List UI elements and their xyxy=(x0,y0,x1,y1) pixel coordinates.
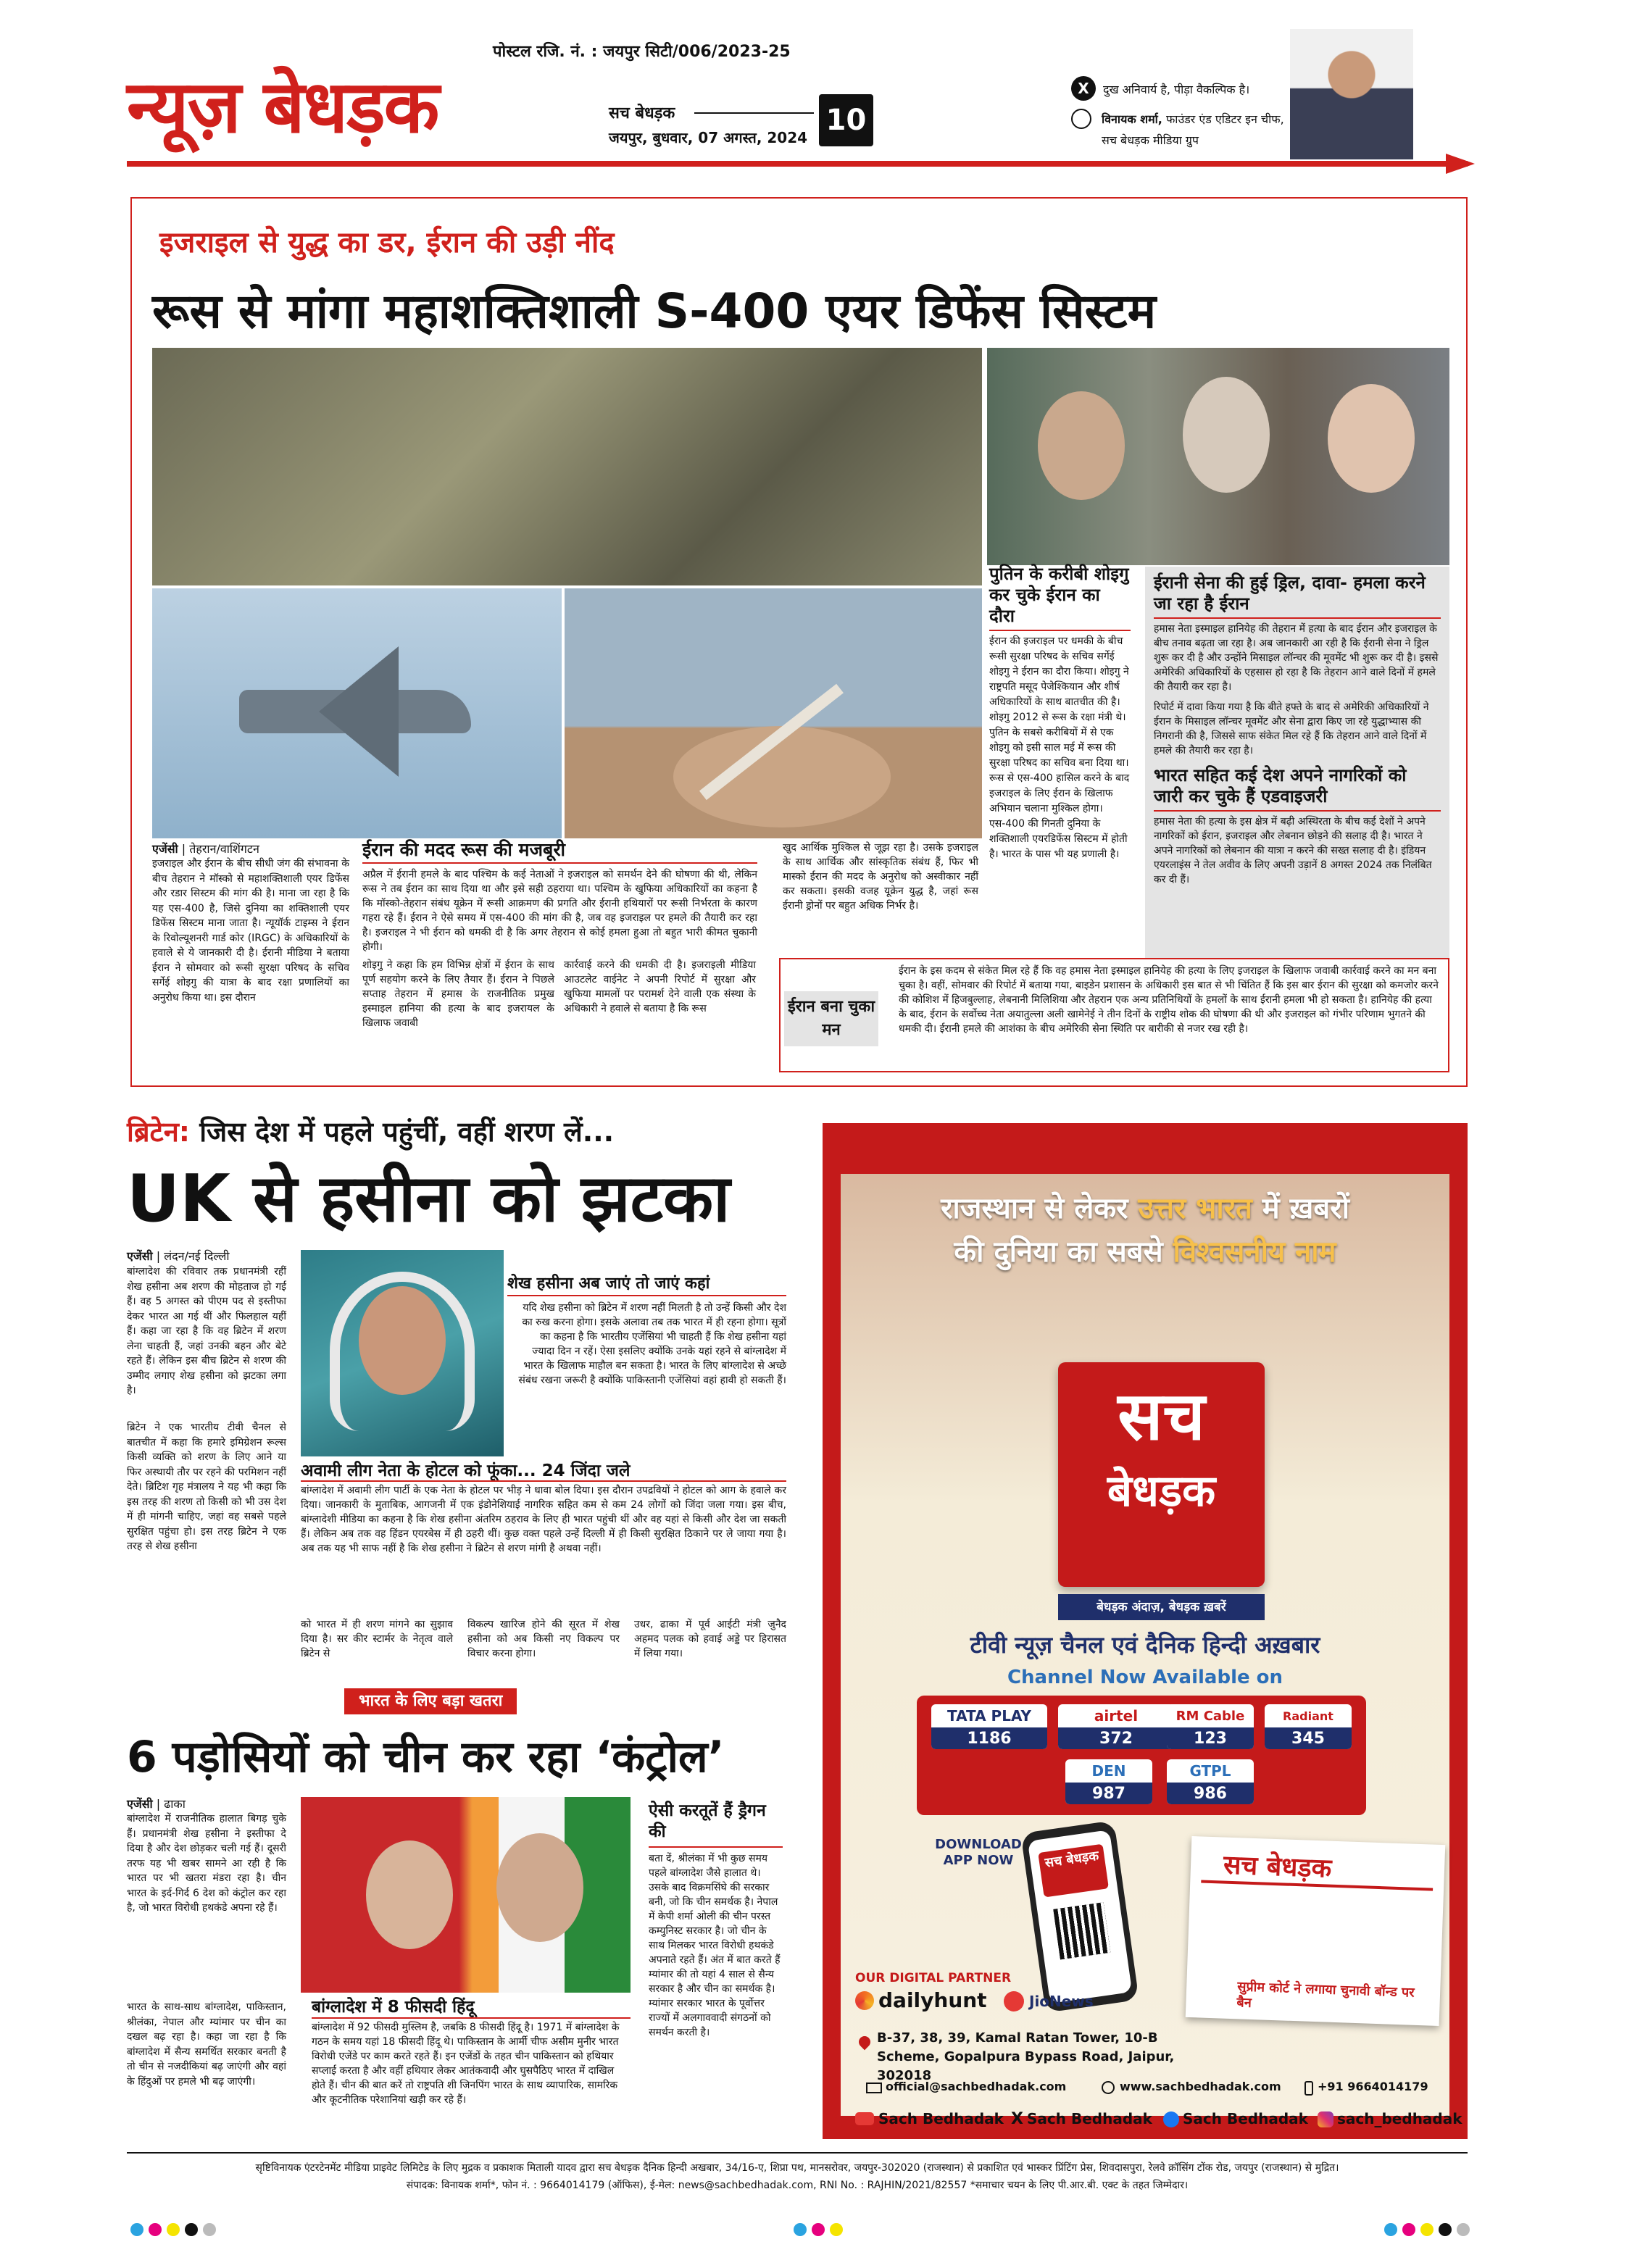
channel-tile-airtel xyxy=(1058,1704,1174,1749)
china-place: ढाका xyxy=(164,1797,186,1811)
putin-box-heading: पुतिन के करीबी शोइगु कर चुके ईरान का दौरा xyxy=(989,564,1129,626)
drill-box xyxy=(1145,567,1449,958)
uk-headline: UK से हसीना को झटका xyxy=(127,1161,731,1237)
ad-brand-logo xyxy=(1058,1362,1265,1587)
ad-logo-bottom: बेधड़क xyxy=(1107,1466,1216,1517)
editor-org: सच बेधड़क मीडिया ग्रुप xyxy=(1102,133,1199,147)
iran-place: तेहरान/वाशिंगटन xyxy=(189,842,259,856)
uk-col4: उधर, ढाका में पूर्व आईटी मंत्री जुनैद अहमद पलक को हवाई अड्डे पर हिरासत में लिया गया। xyxy=(634,1619,786,1659)
advisory-rule xyxy=(1154,810,1441,812)
dailyhunt-icon xyxy=(855,1991,874,2010)
hotel-rule xyxy=(301,1480,786,1482)
channel-tile-gtpl xyxy=(1167,1759,1254,1804)
dragon-rule xyxy=(649,1846,783,1848)
x-icon: X xyxy=(1011,2110,1023,2128)
channel-name: RM Cable xyxy=(1175,1708,1245,1724)
ad-address: B-37, 38, 39, Kamal Ratan Tower, 10-B Scheme, Gopalpura Bypass Road, Jaipur, 302018 xyxy=(877,2030,1175,2083)
channel-tile-den xyxy=(1065,1759,1152,1804)
channel-number: 123 xyxy=(1167,1727,1254,1749)
issue-date: जयपुर, बुधवार, 07 अगस्त, 2024 xyxy=(609,129,808,146)
russia-help-col-3: खुद आर्थिक मुश्किल से जूझ रहा है। उसके इजराइल के साथ आर्थिक और सांस्कृतिक संबंध हैं, फिर भी मास्को ईरान की मदद के अनुरोध को अस्वीकार नहीं कर सकता। इसकी वजह यूक्रेन युद्ध है, जहां रूस ईरानी ड्रोनों पर बहुत अधिक निर्भर है। xyxy=(783,842,978,912)
channel-tile-radiant xyxy=(1265,1704,1352,1749)
channel-number: 986 xyxy=(1167,1783,1254,1804)
partner-label: OUR DIGITAL PARTNER xyxy=(855,1971,1012,1985)
channel-number: 372 xyxy=(1058,1727,1174,1749)
email-icon xyxy=(866,2083,882,2093)
channel-number: 1186 xyxy=(931,1727,1047,1749)
qr-code-icon xyxy=(1053,1902,1110,1959)
ad-social-facebook: Sach Bedhadak xyxy=(1183,2110,1308,2127)
hasina-caption-rule xyxy=(507,1295,786,1296)
ad-social-youtube: Sach Bedhadak xyxy=(878,2110,1004,2127)
pen-nib-icon xyxy=(1446,154,1475,174)
uk-dateline-separator: | xyxy=(156,1249,165,1263)
newspaper-mockup-headline: सुप्रीम कोर्ट ने लगाया चुनावी बॉन्ड पर बैन xyxy=(1236,1979,1415,2011)
footer-imprint: सृष्टिविनायक एंटरटेनमेंट मीडिया प्राइवेट लिमिटेड के लिए मुद्रक व प्रकाशक मिताली यादव द्वारा सच बेधड़क दैनिक हिन्दी अखबार, 34/16-ए, शिप्रा पथ, मानसरोवर, जयपुर-302020 (राजस्थान) से प्रकाशित एवं भास्कर प्रिंटिंग प्रेस, शिवदासपुरा, रेलवे क्रॉसिंग टोंक रोड, जयपुर (राजस्थान) से मुद्रित। xyxy=(255,2162,1339,2174)
xi-modi-photo xyxy=(301,1797,631,1993)
channel-name: Radiant xyxy=(1283,1709,1333,1723)
iran-ready-body: ईरान के इस कदम से संकेत मिल रहे हैं कि वह हमास नेता इस्माइल हानियेह की हत्या के लिए इजराइल के खिलाफ जवाबी कार्रवाई करने का मन बना चुका है। वहीं, सोमवार की रिपोर्ट में बताया गया, बाइडेन प्रशासन के अधिकारी इस बात से भी चिंतित हैं कि इस बार ईरान की सुरक्षा को कमजोर करने की कोशिश में हिजबुल्लाह, लेबनानी मिलिशिया और तेहरान एक अन्य प्रतिनिधियों के हमलों के साथ ईरानी हमला भी हो सकता है। हानियेह की हत्या के बाद, ईरान के सर्वोच्च नेता अयातुल्ला अली खामेनेई ने तीन दिनों के राष्ट्रीय शोक की घोषणा की थी और इजराइल को गंभीर परिणाम भुगतने की धमकी दी। ईरानी हमले की आशंका के बीच अमेरिकी सेना स्थिति पर बारीकी से नजर रख रही है। xyxy=(899,965,1439,1035)
registration-dot xyxy=(1457,2223,1470,2236)
channel-name: GTPL xyxy=(1189,1762,1231,1780)
newspaper-mockup xyxy=(1186,1836,1446,2026)
china-headline: 6 पड़ोसियों को चीन कर रहा ‘कंट्रोल’ xyxy=(127,1732,725,1783)
dateline-separator: | xyxy=(181,842,190,856)
channel-name: airtel xyxy=(1094,1707,1139,1725)
uk-col1: बांग्लादेश की रविवार तक प्रधानमंत्री रहीं शेख हसीना अब शरण की मोहताज हो गई हैं। वह 5 अगस्त को पीएम पद से इस्तीफा देकर भारत आ गई थीं और फिलहाल यहीं हैं। कहा जा रहा है कि वह ब्रिटेन में शरण लेना चाहती हैं, जहां उनकी बहन और बेटे रहते हैं। लेकिन इस बीच ब्रिटेन से शरण की उम्मीद लगाए शेख हसीना को झटका लगा है। xyxy=(127,1266,286,1396)
putin-box-body: ईरान की इजराइल पर धमकी के बीच रूसी सुरक्षा परिषद के सचिव सर्गेई शोइगु ने ईरान का दौरा किया। शोइगु ने राष्ट्रपति मसूद पेजेश्कियान और शीर्ष अधिकारियों के साथ बातचीत की है। शोइगु 2012 से रूस के रक्षा मंत्री थे। पुतिन के सबसे करीबियों में से एक शोइगु को इसी साल मई में रूस की सुरक्षा परिषद का सचिव बना दिया था। रूस से एस-400 हासिल करने के बाद इजराइल के लिए ईरान के खिलाफ अभियान चलाना मुश्किल होगा। एस-400 की गिनती दुनिया के शक्तिशाली एयरडिफेंस सिस्टम में होती है। भारत के पास भी यह प्रणाली है। xyxy=(989,635,1130,860)
editor-name: विनायक शर्मा, xyxy=(1102,112,1162,126)
iran-agency: एजेंसी xyxy=(152,842,178,856)
uk-kicker-label: ब्रिटेन: xyxy=(127,1116,190,1148)
youtube-icon xyxy=(855,2112,874,2125)
soldiers-photo xyxy=(152,348,982,585)
newspaper-mockup-masthead: सच बेधड़क xyxy=(1223,1850,1333,1884)
iran-kicker: इजराइल से युद्ध का डर, ईरान की उड़ी नींद xyxy=(159,226,615,259)
hindu-caption: बांग्लादेश में 8 फीसदी हिंदू xyxy=(312,1998,475,2017)
missile-launch-photo xyxy=(565,588,982,838)
drill-rule xyxy=(1154,617,1441,619)
ad-download-text: DOWNLOAD APP NOW xyxy=(935,1837,1022,1868)
registration-dot xyxy=(812,2223,825,2236)
ad-subtitle: टीवी न्यूज़ चैनल एवं दैनिक हिन्दी अख़बार xyxy=(970,1631,1320,1659)
registration-dot xyxy=(130,2223,143,2236)
phone-app-logo: सच बेधड़क xyxy=(1038,1844,1109,1898)
ad-channel-title: Channel Now Available on xyxy=(1007,1667,1283,1688)
postal-registration: पोस्टल रजि. नं. : जयपुर सिटी/006/2023-25 xyxy=(493,43,791,61)
ad-logo-top: सच xyxy=(1118,1377,1205,1455)
ad-line1b: उत्तर भारत xyxy=(1138,1192,1252,1225)
newspaper-logo: न्यूज़ बेधड़क xyxy=(127,64,438,149)
iran-headline: रूस से मांगा महाशक्तिशाली S-400 एयर डिफेंस सिस्टम xyxy=(152,283,1157,339)
footer-editor: संपादक: विनायक शर्मा*, फोन नं. : 9664014179 (ऑफिस), ई-मेल: news@sachbedhadak.com, RNI No. : RAJHIN/2021/82557 *समाचार चयन के लिए पी.आर.बी. एक्ट के तहत जिम्मेदार। xyxy=(406,2180,1189,2191)
registration-dot xyxy=(1439,2223,1452,2236)
globe-icon xyxy=(1102,2081,1115,2094)
advisory-body: हमास नेता की हत्या के इस क्षेत्र में बढ़ी अस्थिरता के बीच कई देशों ने अपने नागरिकों को ईरान, इजराइल और लेबनान छोड़ने की सलाह दी है। भारत ने अपने नागरिकों को लेबनान की यात्रा न करने की सख्त सलाह दी है। इंडियन एयरलाइंस ने तेल अवीव के लिए अपनी उड़ानें 8 अगस्त 2024 तक निलंबित कर दी हैं। xyxy=(1154,816,1432,885)
uk-col3: विकल्प खारिज होने की सूरत में शेख हसीना को अब किसी नए विकल्प पर विचार करना होगा। xyxy=(467,1619,620,1659)
brand-rule xyxy=(694,112,814,114)
hotel-body: बांग्लादेश में अवामी लीग पार्टी के एक नेता के होटल पर भीड़ ने धावा बोल दिया। इस दौरान उपद्रवियों ने होटल को आग के हवाले कर दिया। जानकारी के मुताबिक, आगजनी में एक इंडोनेशियाई नागरिक सहित कम से कम 24 लोगों को जिंदा जला गया। इस बीच, बांग्लादेशी मीडिया का कहना है कि शेख हसीना अंतरिम ठहराव के लिए ही भारत पहुंची थीं और वह यहां से किसी और देश जा सकती हैं। लेकिन अब तक वह हिंडन एयरबेस में ही ठहरी थीं। कुछ वक्त पहले उन्हें दिल्ली में ही किसी सुरक्षित ठिकाने पर ले जाया गया है। अब तक यह भी साफ नहीं है कि शेख हसीना ने ब्रिटेन से शरण मांगी है अथवा नहीं। xyxy=(301,1485,786,1554)
jionews-icon xyxy=(1004,1991,1024,2011)
page-number: 10 xyxy=(819,94,873,146)
ad-logo-tagline: बेधड़क अंदाज़, बेधड़क ख़बरें xyxy=(1058,1594,1265,1620)
phone-icon xyxy=(1304,2081,1313,2096)
china-tag: भारत के लिए बड़ा खतरा xyxy=(344,1688,517,1714)
registration-dot xyxy=(1402,2223,1415,2236)
instagram-icon xyxy=(1318,2111,1333,2127)
china-dateline-separator: | xyxy=(156,1797,165,1811)
x-social-icon: X xyxy=(1071,76,1096,101)
hasina-caption: शेख हसीना अब जाएं तो जाएं कहां xyxy=(507,1275,710,1293)
registration-dot xyxy=(149,2223,162,2236)
hasina-photo xyxy=(301,1250,504,1456)
uk-kicker-text: जिस देश में पहले पहुंचीं, वहीं शरण लें... xyxy=(199,1116,615,1148)
editor-quote: दुख अनिवार्य है, पीड़ा वैकल्पिक है। xyxy=(1103,83,1250,96)
ad-line1c: में ख़बरों xyxy=(1252,1192,1349,1225)
editor-photo xyxy=(1290,29,1413,159)
channel-number: 987 xyxy=(1065,1783,1152,1804)
ad-website: www.sachbedhadak.com xyxy=(1120,2080,1281,2093)
channel-tile-rm-cable xyxy=(1167,1704,1254,1749)
fighter-jet-photo xyxy=(152,588,562,838)
registration-dot xyxy=(1384,2223,1397,2236)
leaders-photo xyxy=(987,348,1449,565)
ad-line2b: विश्वसनीय नाम xyxy=(1173,1235,1336,1269)
partner-dailyhunt: dailyhunt xyxy=(878,1988,987,2012)
sub-brand: सच बेधड़क xyxy=(609,104,675,122)
uk-agency: एजेंसी xyxy=(127,1249,153,1263)
partner-jionews: JioNews xyxy=(1029,1993,1094,2010)
channel-name: DEN xyxy=(1091,1762,1126,1780)
registration-dot xyxy=(167,2223,180,2236)
hasina-side-body: यदि शेख हसीना को ब्रिटेन में शरण नहीं मिलती है तो उन्हें किसी और देश का रुख करना होगा। इसके अलावा तब तक भारत में ही रहना होगा। सूत्रों का कहना है कि भारतीय एजेंसियां भी चाहती हैं कि शेख हसीना यहां ज्यादा दिन न रहें। ऐसा इसलिए क्योंकि उनके यहां रहने से बांग्लादेश में भारत के खिलाफ माहौल बन सकता है। भारत के लिए बांग्लादेश से अच्छे संबंध रखना जरूरी है क्योंकि पाकिस्तानी एजेंसियां वहां हावी हो सकती हैं। xyxy=(518,1302,786,1386)
registration-dot xyxy=(1420,2223,1433,2236)
registration-dot xyxy=(794,2223,807,2236)
russia-help-col-1: शोइगु ने कहा कि हम विभिन्न क्षेत्रों में ईरान के साथ पूर्ण सहयोग करने के लिए तैयार हैं। ईरान ने पिछले सप्ताह तेहरान में हमास के राजनीतिक प्रमुख इस्माइल हानिया की हत्या के बाद इजरायल के खिलाफ जवाबी xyxy=(362,959,554,1029)
hindu-caption-rule xyxy=(312,2017,631,2019)
iran-ready-label: ईरान बना चुका मन xyxy=(784,991,878,1046)
ad-social-instagram: sach_bedhadak xyxy=(1337,2110,1462,2127)
putin-box-rule xyxy=(989,630,1131,631)
drill-body-2: रिपोर्ट में दावा किया गया है कि बीते हफ्ते के बाद से अमेरिकी अधिकारियों ने ईरान के मिसाइल लॉन्चर मूवमेंट और सेना द्वारा किए जा रहे युद्धाभ्यास की निगरानी की है, जिससे साफ संकेत मिल रहे हैं कि तेहरान आने वाले दिनों में हमले की तैयारी कर रहा है। xyxy=(1154,701,1429,756)
registration-dot xyxy=(185,2223,198,2236)
footer-rule xyxy=(127,2152,1468,2154)
russia-help-lead: अप्रैल में ईरानी हमले के बाद पश्चिम के कई नेताओं ने इजराइल को समर्थन देने की घोषणा की थी, लेकिन रूस ने तब ईरान का साथ दिया था और इसे सही ठहराया था। पश्चिम के खुफिया अधिकारियों का कहना है कि मॉस्को-तेहरान संबंध यूक्रेन में रूसी आक्रमण की प्रगति और ईरानी हथियारों पर रूसी निर्भरता के कारण गहरा रहे हैं। ईरान ने ऐसे समय में एस-400 की मांग की है, जब वह इजराइल पर हमले की तैयारी कर रहा है। इजराइल ने भी ईरान को धमकी दी है कि अगर तेहरान से कोई हमला हुआ तो बहुत भारी कीमत चुकानी होगी। xyxy=(362,869,757,953)
russia-help-heading: ईरान की मदद रूस की मजबूरी xyxy=(362,839,566,860)
ad-line1a: राजस्थान से लेकर xyxy=(941,1192,1139,1225)
dragon-heading: ऐसी करतूतें हैं ड्रैगन की xyxy=(649,1801,766,1841)
registration-dot xyxy=(830,2223,843,2236)
uk-col1b: ब्रिटेन ने एक भारतीय टीवी चैनल से बातचीत में कहा कि हमारे इमिग्रेशन रूल्स किसी व्यक्ति को शरण के लिए आने या फिर अस्थायी तौर पर रहने की परमिशन नहीं देते। ब्रिटिश गृह मंत्रालय ने यह भी कहा कि इस तरह की शरण तो किसी को भी उस देश में ही मांगनी चाहिए, जहां वह सबसे पहले सुरक्षित पहुंचा हो। इस तरह ब्रिटेन ने एक तरह से शेख हसीना xyxy=(127,1422,286,1552)
hindu-body: बांग्लादेश में 92 फीसदी मुस्लिम है, जबकि 8 फीसदी हिंदू है। 1971 में बांग्लादेश के गठन के समय यहां 18 फीसदी हिंदू थे। पाकिस्तान के आर्मी चीफ असीम मुनीर भारत विरोधी एजेंडे पर काम करते रहते हैं। इन एजेंडों के तहत चीन पाकिस्तान को हथियार सप्लाई करता है और वहीं हथियार लेकर आतंकवादी और घुसपैठिए भारत में दाखिल होते हैं। चीन की बात करें तो राष्ट्रपति शी जिनपिंग भारत के साथ व्यापारिक, सामरिक और कूटनीतिक परेशानियां खड़ी कर रहे हैं। xyxy=(312,2022,620,2106)
china-col1b: भारत के साथ-साथ बांग्लादेश, पाकिस्तान, श्रीलंका, नेपाल और म्यांमार पर चीन का दखल बढ़ रहा है। कहा जा रहा है कि बांग्लादेश में सैन्य समर्थित सरकार बनती है तो चीन से नजदीकियां बढ़ जाएंगी और वहां के हिंदुओं पर हमले भी बढ़ जाएंगी। xyxy=(127,2001,286,2088)
china-col1: बांग्लादेश में राजनीतिक हालात बिगड़ चुके हैं। प्रधानमंत्री शेख हसीना ने इस्तीफा दे दिया है और देश छोड़कर चली गई हैं। दूसरी तरफ यह भी खबर सामने आ रही है कि भारत पर भी खतरा मंडरा रहा है। चीन भारत के इर्द-गिर्द 6 देश को कंट्रोल कर रहा है, जो भारत विरोधी हथकंडे अपना रहे हैं। xyxy=(127,1813,286,1914)
registration-dot xyxy=(203,2223,216,2236)
iran-col1: इजराइल और ईरान के बीच सीधी जंग की संभावना के बीच तेहरान ने मॉस्को से महाशक्तिशाली एयर डिफेंस और रडार सिस्टम की मांग की है। माना जा रहा है कि यह एस-400 है, जिसे दुनिया का शक्तिशाली एयर डिफेंस सिस्टम माना जाता है। न्यूयॉर्क टाइम्स ने ईरान के रिवोल्यूशनरी गार्ड कोर (IRGC) के अधिकारियों के हवाले से ये जानकारी दी है। ईरानी मीडिया ने बताया ईरान ने सोमवार को रूसी सुरक्षा परिषद के सचिव सर्गेई शोइगु की यात्रा के बाद रक्षा प्रणालियों का अनुरोध किया था। इस दौरान xyxy=(152,858,349,1004)
ad-phone: +91 9664014179 xyxy=(1318,2080,1428,2093)
user-icon xyxy=(1071,109,1091,129)
channel-name: TATA PLAY xyxy=(947,1707,1031,1725)
drill-body-1: हमास नेता इस्माइल हानियेह की तेहरान में हत्या के बाद ईरान और इजराइल के बीच तनाव बढ़ता जा रहा है। अब जानकारी आ रही है कि ईरानी सेना ने ड्रिल शुरू कर दी है और उन्होंने मिसाइल लॉन्चर की मूवमेंट भी शुरू कर दी है। इससे अमेरिकी अधिकारियों के एहसास हो रहा है कि तेहरान आने वाले दिनों में हमले की तैयारी कर रहा है। xyxy=(1154,623,1439,693)
facebook-icon xyxy=(1163,2111,1179,2127)
russia-help-col-2: कार्रवाई करने की धमकी दी है। इजराइली मीडिया आउटलेट वाईनेट ने अपनी रिपोर्ट में सुरक्षा और खुफिया मामलों पर परामर्श देने वाली एक संस्था के अधिकारी ने हवाले से बताया है कि रूस xyxy=(564,959,756,1014)
channel-tiles xyxy=(917,1696,1366,1815)
uk-place: लंदन/नई दिल्ली xyxy=(164,1249,230,1263)
hotel-heading: अवामी लीग नेता के होटल को फूंका... 24 जिंदा जले xyxy=(301,1462,631,1480)
editor-role: फाउंडर एंड एडिटर इन चीफ, xyxy=(1165,112,1284,126)
channel-number: 345 xyxy=(1265,1727,1352,1749)
masthead-rule xyxy=(127,161,1468,167)
advisory-heading: भारत सहित कई देश अपने नागरिकों को जारी कर चुके हैं एडवाइजरी xyxy=(1154,765,1407,806)
ad-email: official@sachbedhadak.com xyxy=(886,2080,1067,2093)
dragon-body: बता दें, श्रीलंका में भी कुछ समय पहले बांग्लादेश जैसे हालात थे। उसके बाद विक्रमसिंघे की सरकार बनी, जो कि चीन समर्थक है। नेपाल में केपी शर्मा ओली की चीन परस्त कम्युनिस्ट सरकार है। जो चीन के साथ मिलकर भारत विरोधी हथकंडे अपनाते रहते हैं। अंत में बात करते हैं म्यांमार की तो यहां 4 साल से सैन्य सरकार है और चीन का समर्थक है। म्यांमार सरकार भारत के पूर्वोत्तर राज्यों में अलगाववादी संगठनों को समर्थन करती है। xyxy=(649,1853,781,2038)
ad-line2a: की दुनिया का सबसे xyxy=(954,1235,1173,1269)
drill-heading: ईरानी सेना की हुई ड्रिल, दावा- हमला करने जा रहा है ईरान xyxy=(1154,572,1426,614)
channel-tile-tata-play xyxy=(931,1704,1047,1749)
china-agency: एजेंसी xyxy=(127,1797,153,1811)
russia-help-rule xyxy=(362,862,757,864)
ad-social-x: Sach Bedhadak xyxy=(1027,2110,1152,2127)
uk-col2: को भारत में ही शरण मांगने का सुझाव दिया है। सर कीर स्टार्मर के नेतृत्व वाले ब्रिटेन से xyxy=(301,1619,453,1659)
